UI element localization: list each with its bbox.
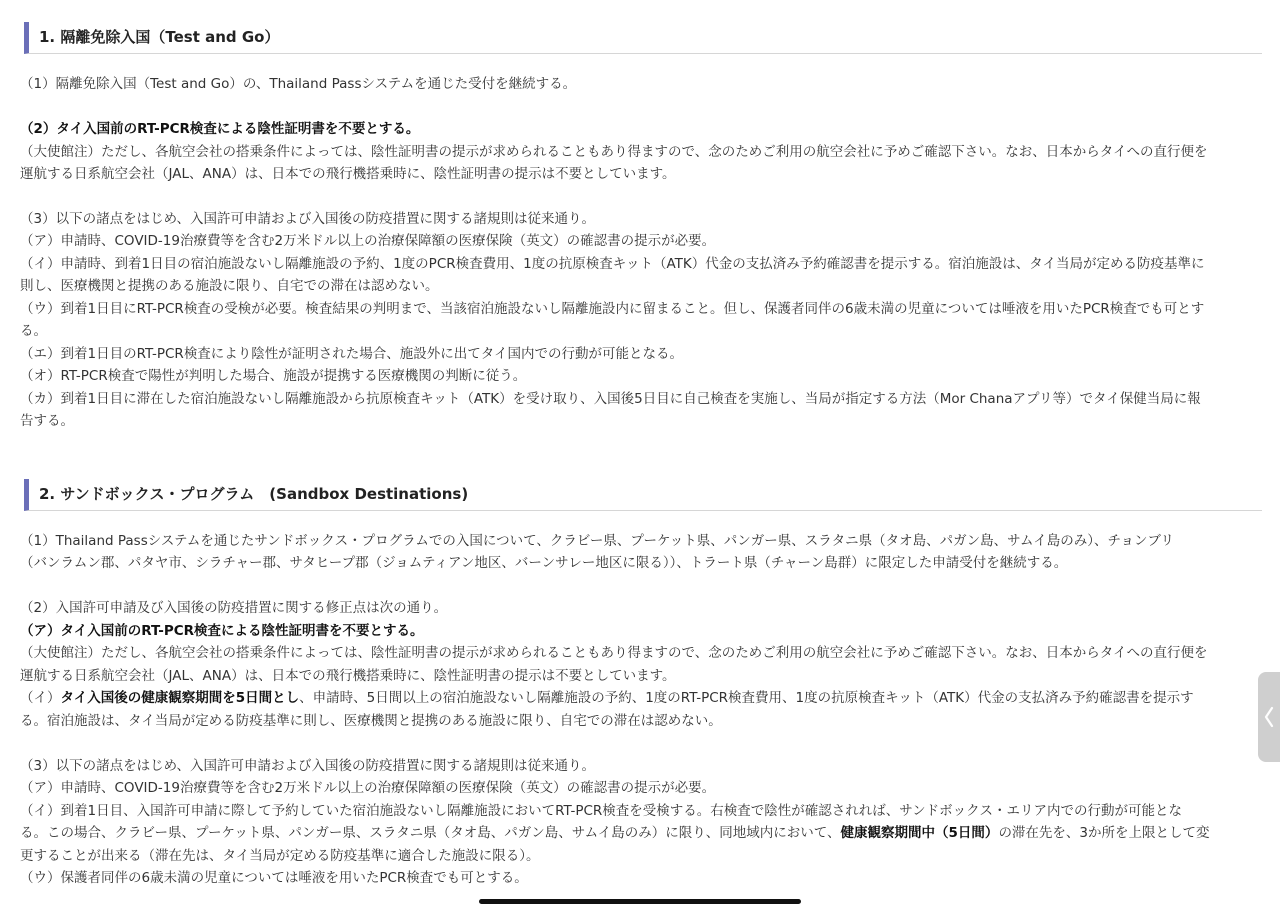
s2-line-3: （2）入国許可申請及び入国後の防疫措置に関する修正点は次の通り。 (20, 600, 448, 616)
s1-bold-text: （2）タイ入国前のRT-PCR検査による陰性証明書を不要とする。 (20, 121, 420, 137)
s2-item-text: 、申請時、5日間以上の宿泊施設ないし隔離施設の予約、1度のRT-PCR検査費用、1度の抗原検査キット（ATK）代金の支払済み予約確認書を提示す (299, 690, 1194, 706)
s1-line-6: （ア）申請時、COVID-19治療費等を含む2万米ドル以上の治療保障額の医療保険（英文）の確認書の提示が必要。 (20, 233, 716, 249)
chevron-left-icon (1264, 706, 1274, 728)
s2-line-6: 運航する日系航空会社（JAL、ANA）は、日本での飛行機搭乗時に、陰性証明書の提示は不要としています。 (20, 668, 676, 684)
s2-line-2: （バンラムン郡、パタヤ市、シラチャー郡、サタヒープ郡（ジョムティアン地区、バーンサレー地区に限る））、トラート県（チャーン島群）に限定した申請受付を継続する。 (20, 555, 1068, 571)
s2-item-marker: （イ） (20, 690, 61, 706)
s2-line-13: 更することが出来る（滞在先は、タイ当局が定める防疫基準に適合した施設に限る）。 (20, 848, 540, 864)
s1-line-1: （1）隔離免除入国（Test and Go）の、Thailand Passシステムを通じた受付を継続する。 (20, 76, 577, 92)
s1-line-4: 運航する日系航空会社（JAL、ANA）は、日本での飛行機搭乗時に、陰性証明書の提示は不要としています。 (20, 166, 676, 182)
s2-line-4 (20, 621, 1265, 641)
s2-line-5: （大使館注）ただし、各航空会社の搭乗条件によっては、陰性証明書の提示が求められることもあり得ますので、念のためご利用の航空会社に予めご確認下さい。なお、日本からタイへの直行便を (20, 645, 1208, 661)
sidebar-toggle-tab[interactable] (1258, 672, 1280, 762)
home-indicator[interactable] (479, 899, 801, 904)
s1-line-5: （3）以下の諸点をはじめ、入国許可申請および入国後の防疫措置に関する諸規則は従来通り。 (20, 211, 596, 227)
s1-line-2 (20, 119, 1265, 139)
section-1-heading: 1. 隔離免除入国（Test and Go） (24, 22, 1262, 54)
s1-line-7: （イ）申請時、到着1日目の宿泊施設ないし隔離施設の予約、1度のPCR検査費用、1度の抗原検査キット（ATK）代金の支払済み予約確認書を提示する。宿泊施設は、タイ当局が定める防疫基準に (20, 256, 1205, 272)
s2-line-14: （ウ）保護者同伴の6歳未満の児童については唾液を用いたPCR検査でも可とする。 (20, 870, 528, 886)
s2-line-7 (20, 688, 1265, 708)
s2-line-11: （イ）到着1日目、入国許可申請に際して予約していた宿泊施設ないし隔離施設においてRT-PCR検査を受検する。右検査で陰性が確認されれば、サンドボックス・エリア内での行動が可能とな (20, 803, 1183, 819)
s2-text-before: る。この場合、クラビー県、プーケット県、パンガー県、スラタニ県（タオ島、パガン島、サムイ島のみ）に限り、同地域内において、 (20, 825, 841, 841)
s2-line-12 (20, 823, 1265, 843)
s2-bold-text: タイ入国後の健康観察期間を5日間とし (60, 690, 300, 706)
section-2-heading: 2. サンドボックス・プログラム (Sandbox Destinations) (24, 479, 1262, 511)
s2-line-9: （3）以下の諸点をはじめ、入国許可申請および入国後の防疫措置に関する諸規則は従来通り。 (20, 758, 596, 774)
s1-line-8: 則し、医療機関と提携のある施設に限り、自宅での滞在は認めない。 (20, 278, 439, 294)
s1-line-13: （カ）到着1日目に滞在した宿泊施設ないし隔離施設から抗原検査キット（ATK）を受け取り、入国後5日目に自己検査を実施し、当局が指定する方法（Mor Chanaアプリ等）でタイ保健当局に報 (20, 391, 1201, 407)
s2-bold-text: 健康観察期間中（5日間） (840, 825, 999, 841)
s1-line-12: （オ）RT-PCR検査で陽性が判明した場合、施設が提携する医療機関の判断に従う。 (20, 368, 527, 384)
s1-line-9: （ウ）到着1日目にRT-PCR検査の受検が必要。検査結果の判明まで、当該宿泊施設ないし隔離施設内に留まること。但し、保護者同伴の6歳未満の児童については唾液を用いたPCR検査でも可とす (20, 301, 1205, 317)
s1-line-3: （大使館注）ただし、各航空会社の搭乗条件によっては、陰性証明書の提示が求められることもあり得ますので、念のためご利用の航空会社に予めご確認下さい。なお、日本からタイへの直行便を (20, 144, 1208, 160)
s2-line-1: （1）Thailand Passシステムを通じたサンドボックス・プログラムでの入国について、クラビー県、プーケット県、パンガー県、スラタニ県（タオ島、パガン島、サムイ島のみ）、チョンブリ (20, 533, 1174, 549)
s2-line-10: （ア）申請時、COVID-19治療費等を含む2万米ドル以上の治療保障額の医療保険（英文）の確認書の提示が必要。 (20, 780, 716, 796)
s2-line-8: る。宿泊施設は、タイ当局が定める防疫基準に則し、医療機関と提携のある施設に限り、自宅での滞在は認めない。 (20, 713, 722, 729)
s2-bold-text: （ア）タイ入国前のRT-PCR検査による陰性証明書を不要とする。 (20, 623, 424, 639)
s1-line-10: る。 (20, 323, 47, 339)
s1-line-14: 告する。 (20, 413, 74, 429)
s2-text-after: の滞在先を、3か所を上限として変 (998, 825, 1210, 841)
s1-line-11: （エ）到着1日目のRT-PCR検査により陰性が証明された場合、施設外に出てタイ国内での行動が可能となる。 (20, 346, 684, 362)
